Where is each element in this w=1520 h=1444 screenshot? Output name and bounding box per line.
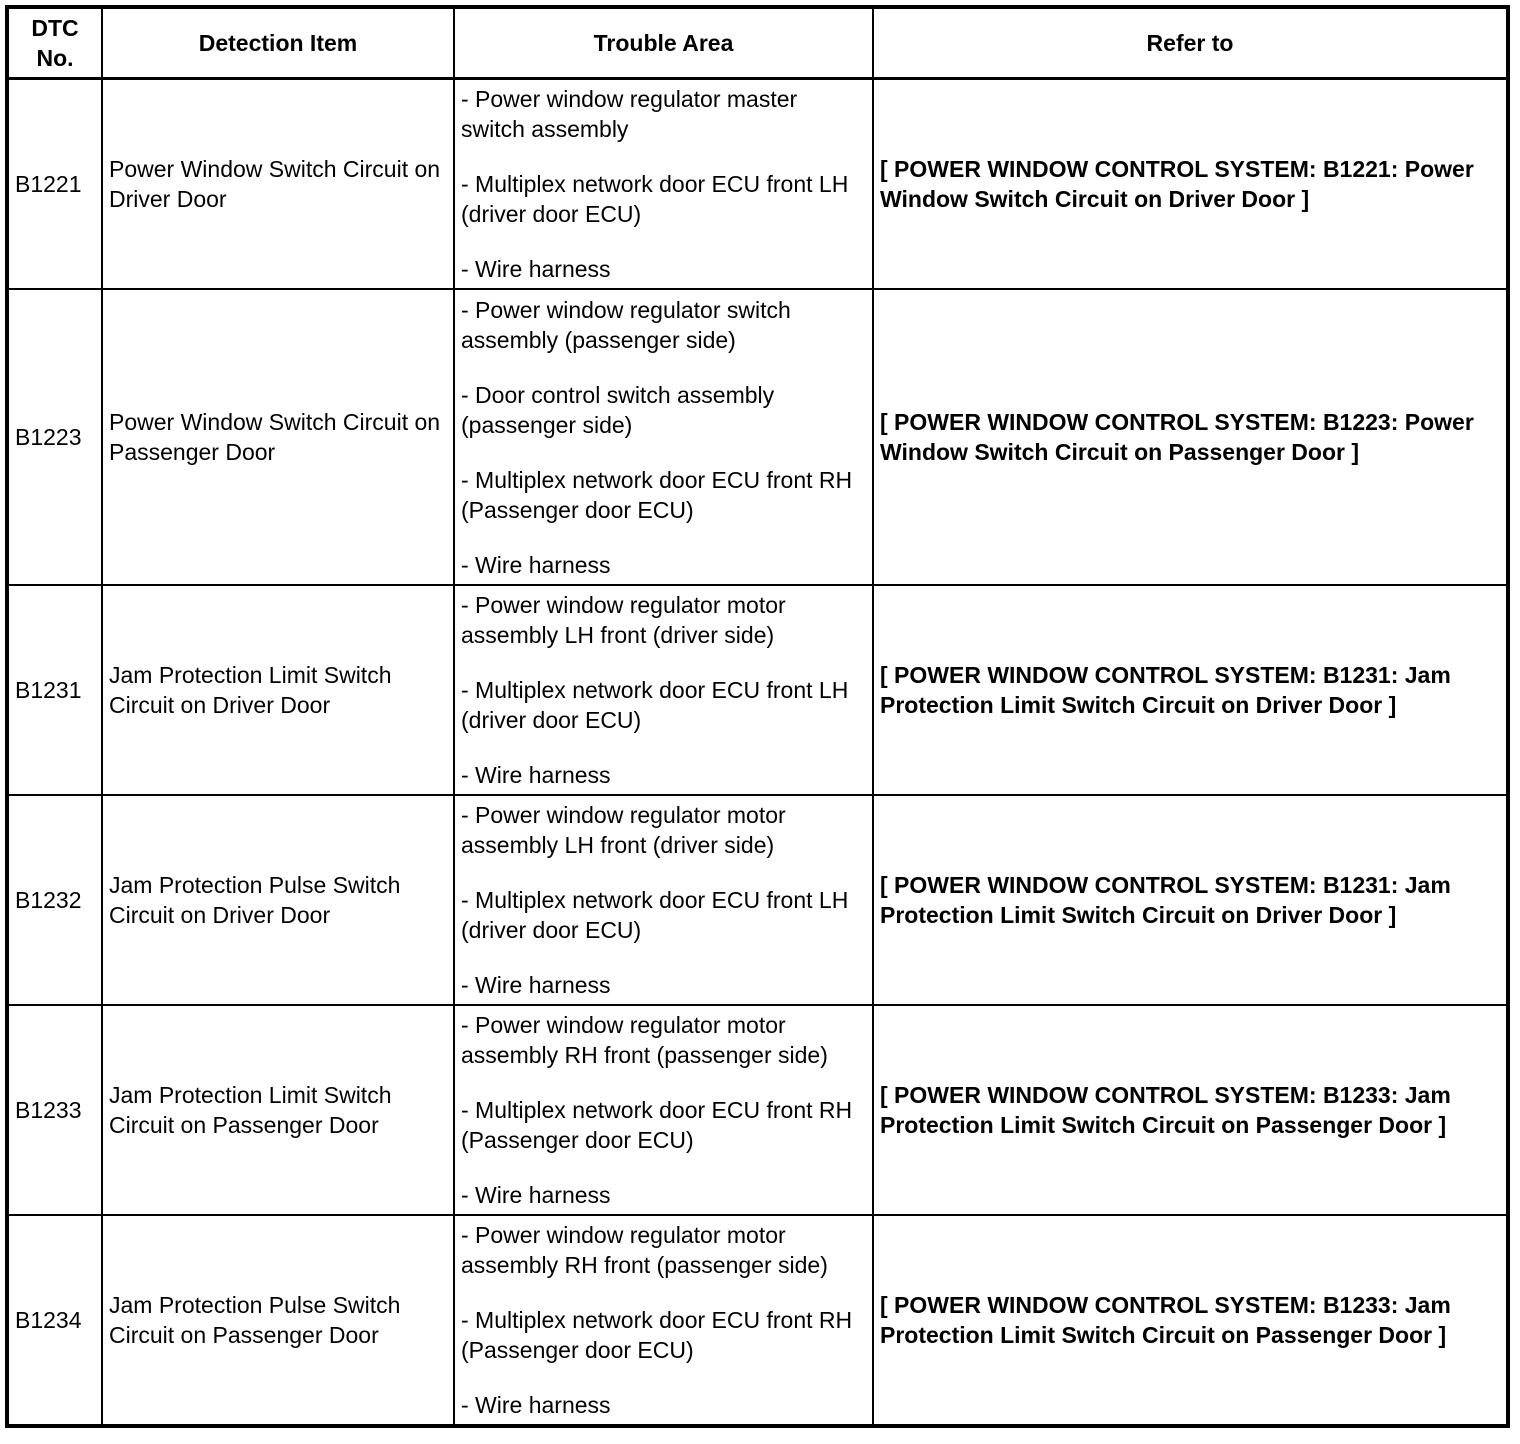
trouble-area-item: - Multiplex network door ECU front RH (Passenger door ECU) — [461, 466, 853, 523]
detection-item: Jam Protection Pulse Switch Circuit on Driver Door — [102, 795, 454, 1005]
trouble-area-item: - Power window regulator motor assembly LH front (driver side) — [461, 802, 786, 858]
trouble-area-item: - Multiplex network door ECU front RH (Passenger door ECU) — [461, 1097, 853, 1153]
header-dtc-no — [8, 8, 102, 79]
table-row — [8, 1215, 1507, 1425]
refer-to-link[interactable]: [ POWER WINDOW CONTROL SYSTEM: B1231: Jam Protection Limit Switch Circuit on Driver Door ] — [873, 795, 1507, 1005]
dtc-code: B1231 — [8, 585, 102, 795]
trouble-area — [454, 1005, 873, 1215]
header-row — [8, 8, 1507, 79]
table-row — [8, 79, 1507, 290]
table-row — [8, 585, 1507, 795]
detection-item: Jam Protection Limit Switch Circuit on Driver Door — [102, 585, 454, 795]
detection-item: Jam Protection Limit Switch Circuit on Passenger Door — [102, 1005, 454, 1215]
refer-to-link[interactable]: [ POWER WINDOW CONTROL SYSTEM: B1221: Power Window Switch Circuit on Driver Door ] — [873, 79, 1507, 290]
table-row — [8, 795, 1507, 1005]
trouble-area — [454, 289, 873, 585]
header-detection-item: Detection Item — [102, 8, 454, 79]
detection-item: Jam Protection Pulse Switch Circuit on Passenger Door — [102, 1215, 454, 1425]
trouble-area-item: - Power window regulator motor assembly LH front (driver side) — [461, 592, 786, 648]
dtc-table — [7, 7, 1508, 1426]
refer-to-link[interactable]: [ POWER WINDOW CONTROL SYSTEM: B1233: Jam Protection Limit Switch Circuit on Passenger Door ] — [873, 1005, 1507, 1215]
header-dtc-line1: DTC — [31, 15, 79, 41]
table-row — [8, 289, 1507, 585]
trouble-area-item: - Multiplex network door ECU front RH (Passenger door ECU) — [461, 1307, 853, 1363]
trouble-area-item: - Power window regulator motor assembly RH front (passenger side) — [461, 1012, 828, 1068]
trouble-area-item: - Wire harness — [461, 762, 611, 788]
header-dtc-line2: No. — [36, 45, 74, 71]
header-refer-to: Refer to — [873, 8, 1507, 79]
refer-to-link[interactable]: [ POWER WINDOW CONTROL SYSTEM: B1231: Jam Protection Limit Switch Circuit on Driver Door ] — [873, 585, 1507, 795]
trouble-area-item: - Wire harness — [461, 1392, 611, 1418]
detection-item: Power Window Switch Circuit on Passenger Door — [102, 289, 454, 585]
refer-to-link[interactable]: [ POWER WINDOW CONTROL SYSTEM: B1233: Jam Protection Limit Switch Circuit on Passenger Door ] — [873, 1215, 1507, 1425]
header-trouble-area: Trouble Area — [454, 8, 873, 79]
dtc-code: B1234 — [8, 1215, 102, 1425]
trouble-area-item: - Multiplex network door ECU front LH (driver door ECU) — [461, 677, 849, 733]
trouble-area-item: - Multiplex network door ECU front LH (driver door ECU) — [461, 171, 849, 227]
trouble-area-item: - Multiplex network door ECU front LH (driver door ECU) — [461, 887, 849, 943]
dtc-code: B1233 — [8, 1005, 102, 1215]
trouble-area — [454, 1215, 873, 1425]
dtc-code: B1221 — [8, 79, 102, 290]
trouble-area — [454, 79, 873, 290]
table-row — [8, 1005, 1507, 1215]
detection-item: Power Window Switch Circuit on Driver Door — [102, 79, 454, 290]
refer-to-link[interactable]: [ POWER WINDOW CONTROL SYSTEM: B1223: Power Window Switch Circuit on Passenger Door ] — [873, 289, 1507, 585]
trouble-area-item: - Door control switch assembly (passenger side) — [461, 381, 775, 438]
dtc-code: B1232 — [8, 795, 102, 1005]
dtc-code: B1223 — [8, 289, 102, 585]
trouble-area — [454, 585, 873, 795]
trouble-area-item: - Power window regulator motor assembly RH front (passenger side) — [461, 1222, 828, 1278]
trouble-area-item: - Wire harness — [461, 972, 611, 998]
trouble-area — [454, 795, 873, 1005]
trouble-area-item: - Power window regulator switch assembly (passenger side) — [461, 296, 791, 353]
trouble-area-item: - Power window regulator master switch assembly — [461, 86, 798, 142]
trouble-area-item: - Wire harness — [461, 1182, 611, 1208]
trouble-area-item: - Wire harness — [461, 551, 611, 578]
trouble-area-item: - Wire harness — [461, 256, 611, 282]
